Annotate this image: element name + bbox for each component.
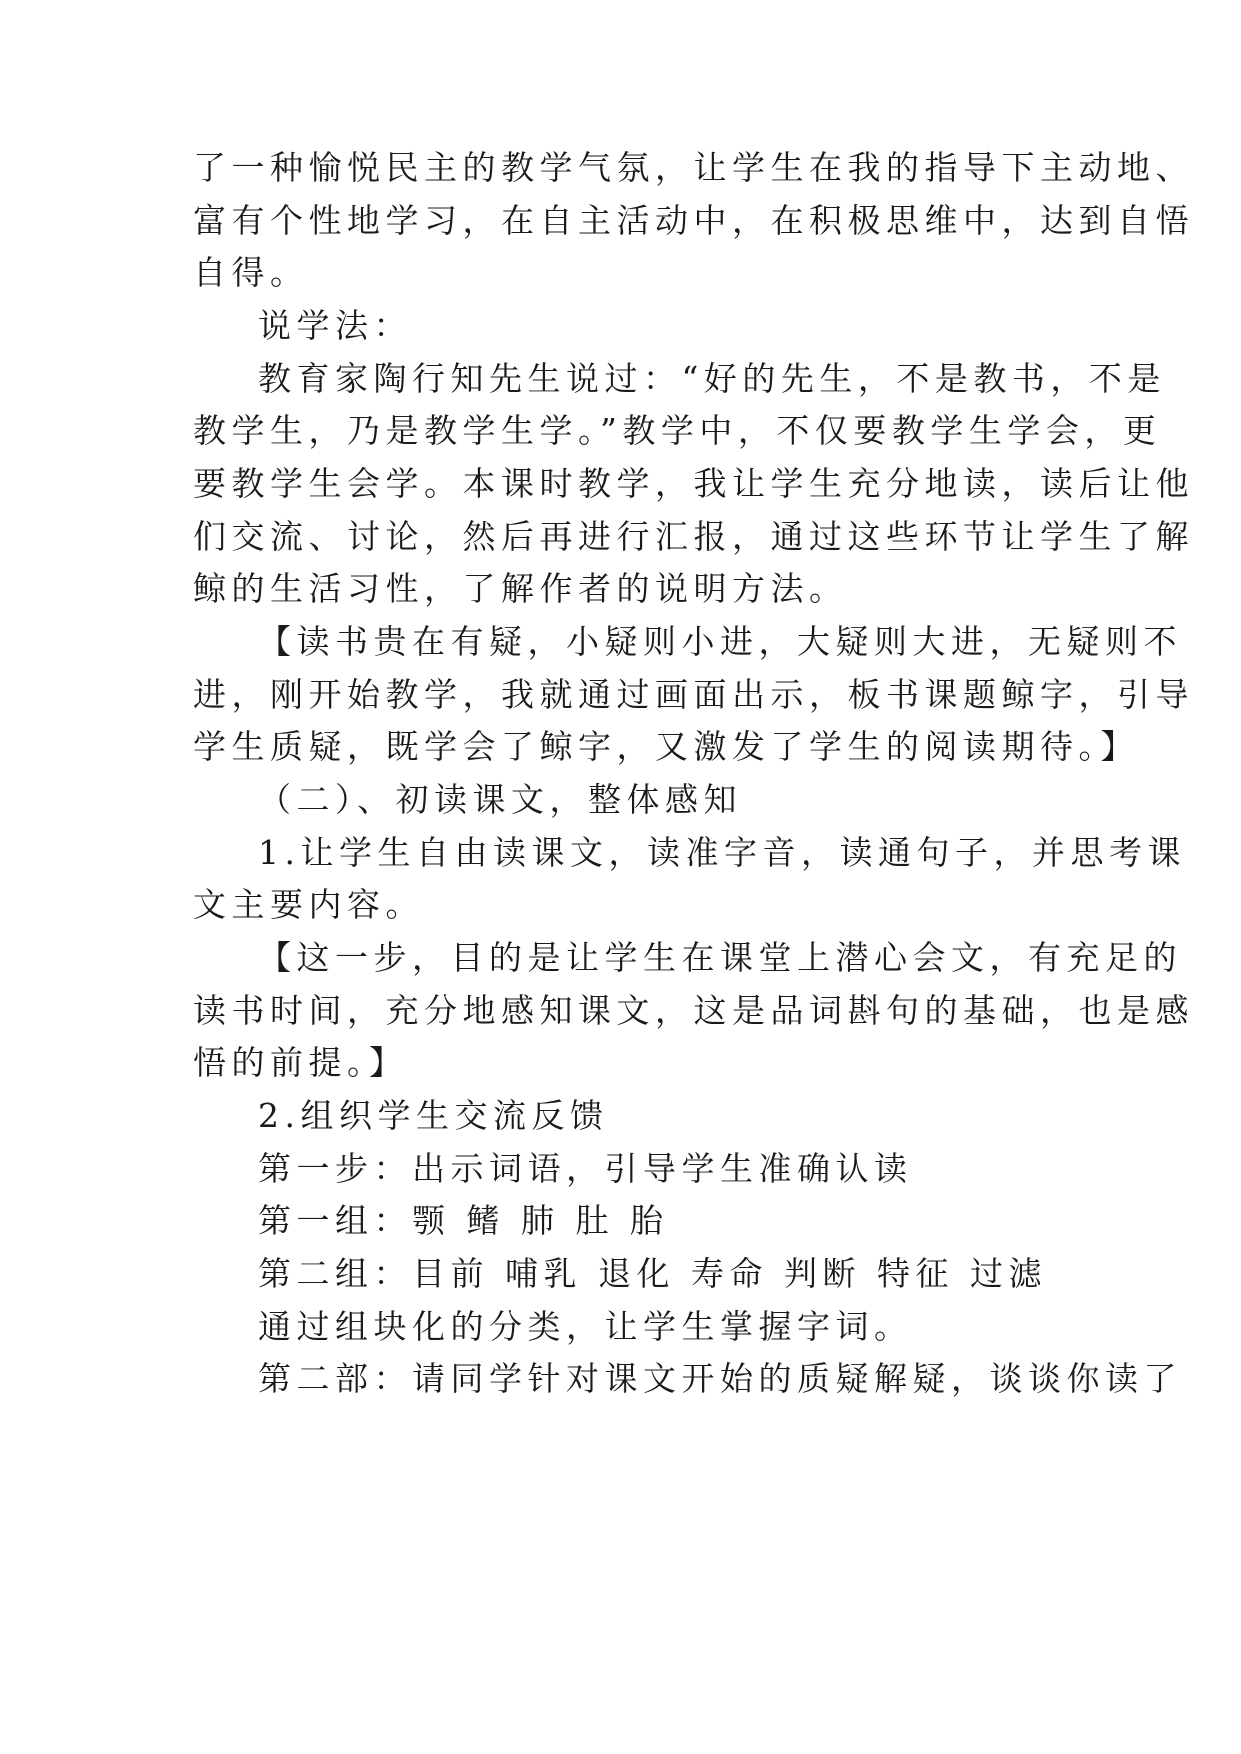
text-line: 读书时间，充分地感知课文，这是品词斟句的基础，也是感: [193, 991, 1194, 1030]
text-line: 富有个性地学习，在自主活动中，在积极思维中，达到自悟: [193, 201, 1194, 240]
text-line: 教学生，乃是教学生学。”教学中，不仅要教学生学会，更: [193, 411, 1162, 450]
text-line: 第一组：颚 鳍 肺 肚 胎: [258, 1201, 669, 1240]
text-line: 第一步：出示词语，引导学生准确认读: [258, 1149, 913, 1188]
text-line: 自得。: [193, 253, 309, 292]
text-line: 【这一步，目的是让学生在课堂上潜心会文，有充足的: [258, 938, 1182, 977]
text-line: 教育家陶行知先生说过：“好的先生，不是教书，不是: [258, 359, 1166, 398]
text-line: 第二组：目前 哺乳 退化 寿命 判断 特征 过滤: [258, 1254, 1047, 1293]
text-line: 悟的前提。】: [193, 1043, 408, 1082]
text-line: 2.组织学生交流反馈: [258, 1096, 609, 1135]
text-line: 们交流、讨论，然后再进行汇报，通过这些环节让学生了解: [193, 517, 1194, 556]
text-line: 要教学生会学。本课时教学，我让学生充分地读，读后让他: [193, 464, 1194, 503]
text-line: 进，刚开始教学，我就通过画面出示，板书课题鲸字，引导: [193, 675, 1194, 714]
text-line: 文主要内容。: [193, 885, 424, 924]
text-line: 第二部：请同学针对课文开始的质疑解疑，谈谈你读了: [258, 1359, 1182, 1398]
text-line: 【读书贵在有疑，小疑则小进，大疑则大进，无疑则不: [258, 622, 1182, 661]
section-heading: （二）、初读课文，整体感知: [258, 780, 742, 819]
text-line: 通过组块化的分类，让学生掌握字词。: [258, 1307, 913, 1346]
text-line: 鲸的生活习性，了解作者的说明方法。: [193, 569, 848, 608]
text-line: 了一种愉悦民主的教学气氛，让学生在我的指导下主动地、: [193, 148, 1194, 187]
text-line: 学生质疑，既学会了鲸字，又激发了学生的阅读期待。】: [193, 727, 1139, 766]
section-heading: 说学法：: [258, 306, 412, 345]
text-line: 1.让学生自由读课文，读准字音，读通句子，并思考课: [258, 833, 1186, 872]
